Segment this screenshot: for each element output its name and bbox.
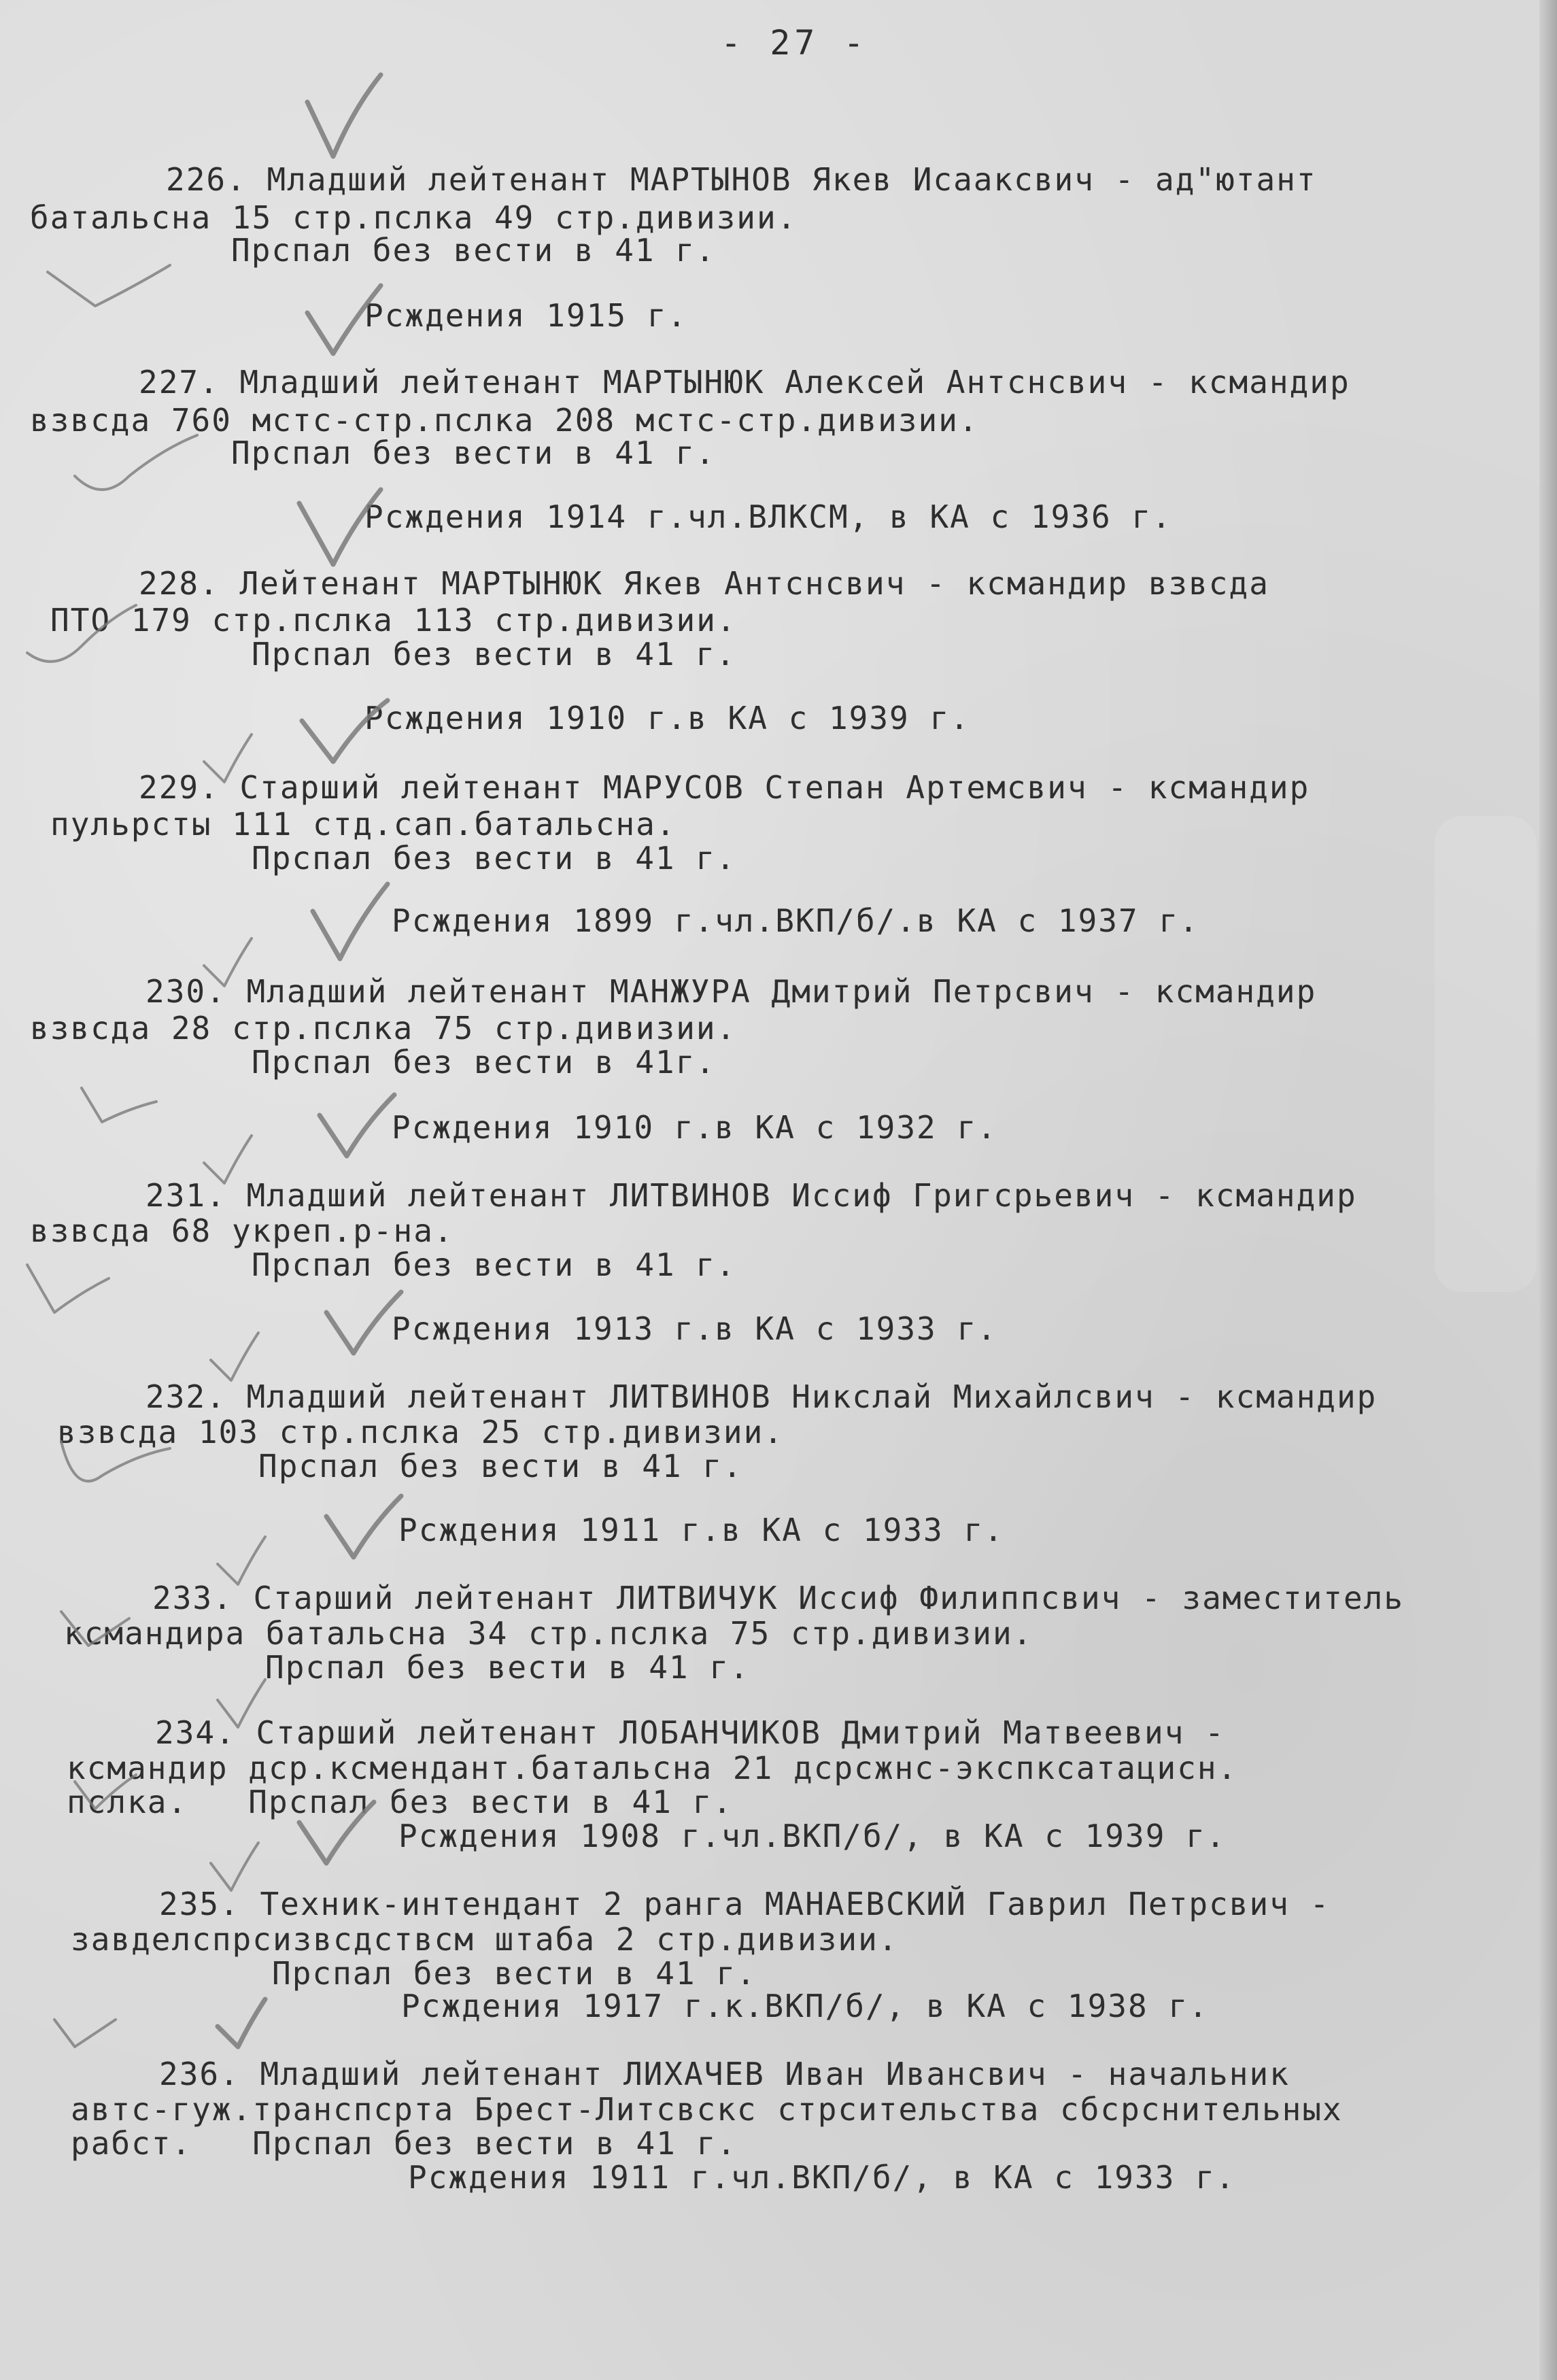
check-mark-icon [307, 75, 381, 156]
entry-230-line-2: взвсда 28 стр.пслка 75 стр.дивизии. [30, 1010, 737, 1047]
entry-229-line-1: 229. Старший лейтенант МАРУСОВ Степан Артемсвич - ксмандир [139, 769, 1310, 806]
page-number: - 27 - [721, 23, 868, 63]
entry-233-line-2: ксмандира батальсна 34 стр.пслка 75 стр.дивизии. [64, 1615, 1033, 1652]
entry-229-birth: Рсждения 1899 г.чл.ВКП/б/.в КА с 1937 г. [392, 902, 1199, 939]
entry-228-line-3: Прспал без вести в 41 г. [252, 636, 736, 673]
entry-226-birth: Рсждения 1915 г. [364, 297, 688, 334]
check-mark-icon [326, 1292, 401, 1353]
check-mark-icon [211, 1333, 258, 1380]
entry-234-line-3: пслка. Прспал без вести в 41 г. [67, 1784, 733, 1820]
entry-234-line-2: ксмандир дср.ксмендант.батальсна 21 дсрсжнс-экспксатацисн. [67, 1750, 1238, 1786]
entry-228-line-2: ПТО 179 стр.пслка 113 стр.дивизии. [50, 602, 737, 639]
entry-235-line-1: 235. Техник-интендант 2 ранга МАНАЕВСКИЙ Гаврил Петрсвич - [159, 1886, 1331, 1922]
check-mark-icon [82, 1088, 156, 1122]
entry-235-line-2: завделспрсизвсдствсм штаба 2 стр.дивизии. [71, 1921, 899, 1958]
entry-230-line-1: 230. Младший лейтенант МАНЖУРА Дмитрий Петрсвич - ксмандир [146, 973, 1317, 1010]
entry-230-birth: Рсждения 1910 г.в КА с 1932 г. [392, 1109, 997, 1146]
watermark-area [1435, 816, 1537, 1292]
entry-234-birth: Рсждения 1908 г.чл.ВКП/б/, в КА с 1939 г. [398, 1818, 1227, 1854]
entry-233-line-1: 233. Старший лейтенант ЛИТВИЧУК Иссиф Филиппсвич - заместитель [152, 1580, 1405, 1616]
entry-228-line-1: 228. Лейтенант МАРТЫНЮК Якев Антснсвич - ксмандир взвсда [139, 565, 1269, 602]
entry-236-line-1: 236. Младший лейтенант ЛИХАЧЕВ Иван Ивансвич - начальник [159, 2056, 1290, 2092]
check-mark-icon [48, 265, 170, 306]
entry-231-line-2: взвсда 68 укреп.р-на. [30, 1212, 454, 1249]
entry-226-line-3: Прспал без вести в 41 г. [231, 232, 716, 269]
entry-236-birth: Рсждения 1911 г.чл.ВКП/б/, в КА с 1933 г. [408, 2159, 1236, 2196]
check-mark-icon [27, 1265, 109, 1312]
check-mark-icon [54, 2020, 116, 2047]
entry-230-line-3: Прспал без вести в 41г. [252, 1044, 716, 1081]
check-mark-icon [326, 1496, 401, 1557]
entry-226-line-1: 226. Младший лейтенант МАРТЫНОВ Якев Исааксвич - ад"ютант [166, 161, 1317, 198]
check-mark-icon [313, 884, 388, 959]
entry-232-line-3: Прспал без вести в 41 г. [258, 1448, 743, 1484]
entry-227-birth: Рсждения 1914 г.чл.ВЛКСМ, в КА с 1936 г. [364, 498, 1172, 535]
check-mark-icon [211, 1843, 258, 1890]
entry-232-line-2: взвсда 103 стр.пслка 25 стр.дивизии. [57, 1414, 784, 1450]
check-mark-icon [218, 1999, 265, 2047]
entry-232-birth: Рсждения 1911 г.в КА с 1933 г. [398, 1512, 1004, 1548]
entry-231-line-1: 231. Младший лейтенант ЛИТВИНОВ Иссиф Григсрьевич - ксмандир [146, 1177, 1357, 1214]
entry-235-line-3: Прспал без вести в 41 г. [272, 1955, 757, 1992]
entry-229-line-2: пульрсты 111 стд.сап.батальсна. [50, 806, 677, 843]
entry-227-line-3: Прспал без вести в 41 г. [231, 435, 716, 471]
entry-236-line-3: рабст. Прспал без вести в 41 г. [71, 2125, 737, 2162]
entry-228-birth: Рсждения 1910 г.в КА с 1939 г. [364, 700, 970, 736]
entry-231-birth: Рсждения 1913 г.в КА с 1933 г. [392, 1310, 997, 1347]
entry-236-line-2: автс-гуж.транспсрта Брест-Литсвскс стрсительства сбсрснительных [71, 2091, 1343, 2128]
entry-235-birth: Рсждения 1917 г.к.ВКП/б/, в КА с 1938 г. [401, 1988, 1209, 2024]
entry-229-line-3: Прспал без вести в 41 г. [252, 840, 736, 877]
entry-227-line-2: взвсда 760 мстс-стр.пслка 208 мстс-стр.дивизии. [30, 402, 979, 439]
check-mark-icon [218, 1537, 265, 1584]
entry-226-line-2: батальсна 15 стр.пслка 49 стр.дивизии. [30, 199, 798, 236]
entry-227-line-1: 227. Младший лейтенант МАРТЫНЮК Алексей Антснсвич - ксмандир [139, 364, 1350, 401]
entry-232-line-1: 232. Младший лейтенант ЛИТВИНОВ Никслай Михайлсвич - ксмандир [146, 1378, 1378, 1415]
check-mark-icon [320, 1095, 394, 1156]
page-edge-shadow [1539, 0, 1557, 2380]
entry-231-line-3: Прспал без вести в 41 г. [252, 1246, 736, 1283]
check-mark-icon [75, 435, 197, 490]
entry-234-line-1: 234. Старший лейтенант ЛОБАНЧИКОВ Дмитрий Матвеевич - [155, 1714, 1225, 1751]
entry-233-line-3: Прспал без вести в 41 г. [265, 1649, 750, 1686]
